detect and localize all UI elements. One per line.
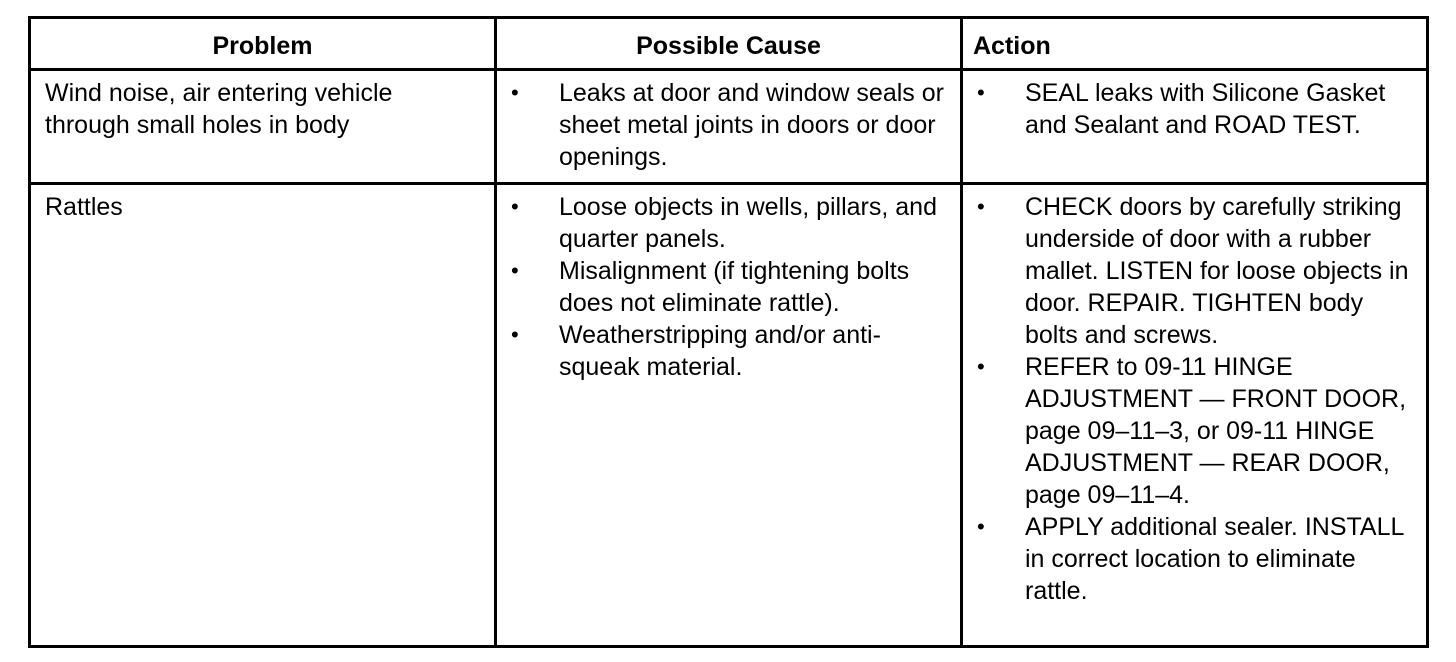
table-row: [30, 70, 1428, 184]
action-cell: [962, 184, 1428, 647]
header-possible-cause: Possible Cause: [496, 18, 962, 70]
action-list: [975, 77, 1414, 141]
cause-cell: [496, 184, 962, 647]
list-item: • Weatherstripping and/or anti-squeak material.: [509, 319, 948, 383]
table-row: [30, 184, 1428, 647]
action-cell: [962, 70, 1428, 184]
problem-cell: Wind noise, air entering vehicle through small holes in body: [30, 70, 496, 184]
cause-list: [509, 77, 948, 173]
action-list: [975, 191, 1414, 607]
list-item: • Leaks at door and window seals or sheet metal joints in doors or door openings.: [509, 77, 948, 173]
header-problem: Problem: [30, 18, 496, 70]
list-item: • REFER to 09-11 HINGE ADJUSTMENT — FRONT DOOR, page 09–11–3, or 09-11 HINGE ADJUSTMENT — REAR DOOR, page 09–11–4.: [975, 351, 1414, 511]
table-header-row: [30, 18, 1428, 70]
diagnosis-table: [28, 16, 1429, 648]
list-item: • Misalignment (if tightening bolts does not eliminate rattle).: [509, 255, 948, 319]
list-item: • SEAL leaks with Silicone Gasket and Sealant and ROAD TEST.: [975, 77, 1414, 141]
problem-cell: Rattles: [30, 184, 496, 647]
cause-list: [509, 191, 948, 383]
list-item: • APPLY additional sealer. INSTALL in correct location to eliminate rattle.: [975, 511, 1414, 607]
cause-cell: [496, 70, 962, 184]
header-action: Action: [962, 18, 1428, 70]
list-item: • CHECK doors by carefully striking underside of door with a rubber mallet. LISTEN for loose objects in door. REPAIR. TIGHTEN body bolts and screws.: [975, 191, 1414, 351]
list-item: • Loose objects in wells, pillars, and quarter panels.: [509, 191, 948, 255]
